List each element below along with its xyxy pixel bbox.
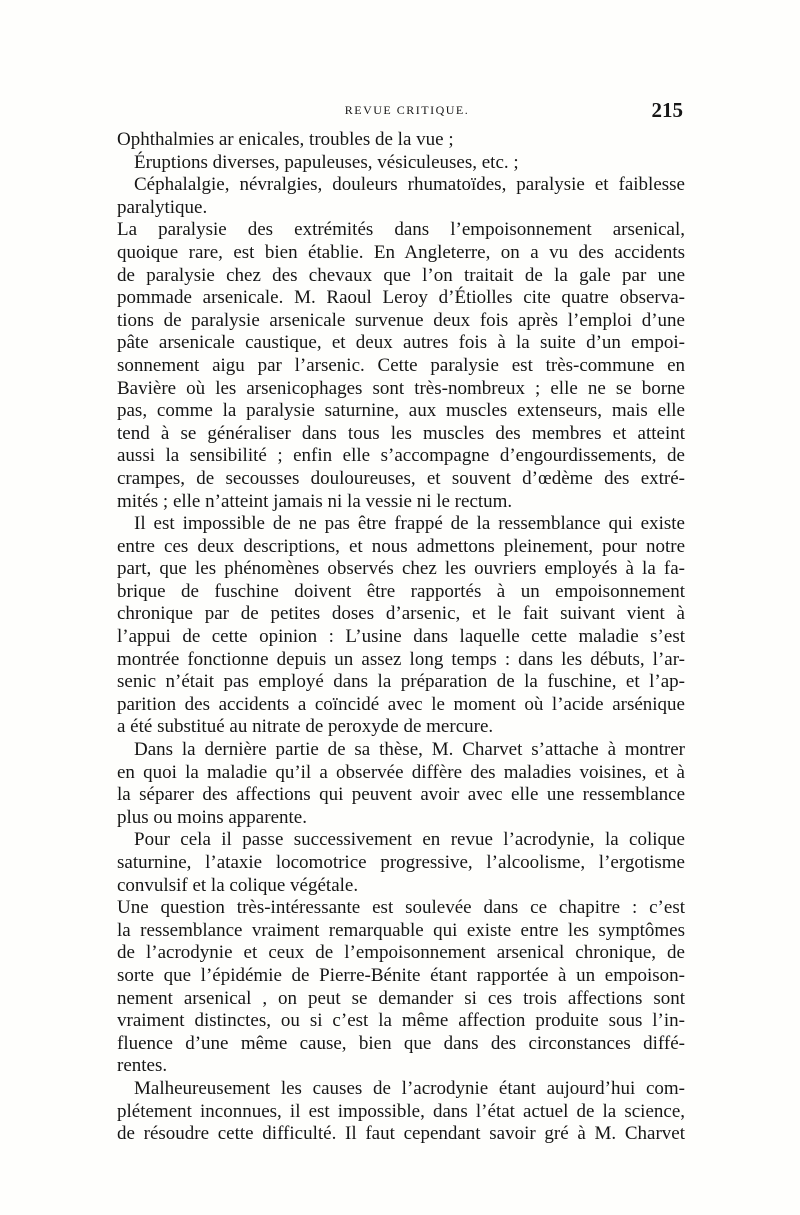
- text-line: Éruptions diverses, papuleuses, vésiculeuses, etc. ;: [134, 151, 519, 173]
- text-line: la ressemblance vraiment remarquable qui existe entre les symptômes: [117, 919, 685, 941]
- page-number: 215: [651, 98, 683, 122]
- text-line: pâte arsenicale caustique, et deux autres fois à la suite d’un empoi-: [117, 332, 685, 354]
- text-line: a été substitué au nitrate de peroxyde de mercure.: [117, 716, 494, 738]
- text-line: Dans la dernière partie de sa thèse, M. Charvet s’attache à montrer: [134, 739, 685, 761]
- text-line: en quoi la maladie qu’il a observée diffère des maladies voisines, et à: [117, 761, 685, 783]
- text-line: paralytique.: [117, 196, 208, 218]
- text-line: senic n’était pas employé dans la préparation de la fuschine, et l’ap-: [117, 671, 685, 693]
- text-line: nement arsenical , on peut se demander si ces trois affections sont: [117, 987, 685, 1009]
- running-title: REVUE CRITIQUE.: [344, 103, 470, 117]
- text-line: fluence d’une même cause, bien que dans des circonstances diffé-: [117, 1032, 685, 1054]
- text-line: Il est impossible de ne pas être frappé de la ressemblance qui existe: [134, 513, 685, 535]
- text-line: aussi la sensibilité ; enfin elle s’accompagne d’engourdissements, de: [117, 445, 685, 467]
- text-line: tend à se généraliser dans tous les muscles des membres et atteint: [117, 422, 685, 444]
- text-line: La paralysie des extrémités dans l’empoisonnement arsenical,: [117, 219, 685, 241]
- text-line: pommade arsenicale. M. Raoul Leroy d’Étiolles cite quatre observa-: [117, 287, 685, 309]
- text-line: chronique par de petites doses d’arsenic, et le fait suivant vient à: [117, 603, 685, 625]
- text-line: de résoudre cette difficulté. Il faut cependant savoir gré à M. Charvet: [117, 1123, 685, 1145]
- body-text: [117, 129, 685, 1146]
- text-line: de l’acrodynie et ceux de l’empoisonnement arsenical chronique, de: [117, 942, 685, 964]
- text-line: quoique rare, est bien établie. En Angleterre, on a vu des accidents: [117, 241, 685, 263]
- text-line: la séparer des affections qui peuvent avoir avec elle une ressemblance: [117, 784, 685, 806]
- text-line: sorte que l’épidémie de Pierre-Bénite étant rapportée à un empoison-: [117, 964, 685, 986]
- running-header: [0, 100, 800, 120]
- text-line: plus ou moins apparente.: [117, 806, 307, 828]
- text-line: crampes, de secousses douloureuses, et souvent d’œdème des extré-: [117, 467, 685, 489]
- text-line: part, que les phénomènes observés chez les ouvriers employés à la fa-: [117, 558, 685, 580]
- text-line: brique de fuschine doivent être rapportés à un empoisonnement: [117, 580, 685, 602]
- text-line: Céphalalgie, névralgies, douleurs rhumatoïdes, paralysie et faiblesse: [134, 174, 685, 196]
- text-line: pas, comme la paralysie saturnine, aux muscles extenseurs, mais elle: [117, 400, 685, 422]
- text-line: l’appui de cette opinion : L’usine dans laquelle cette maladie s’est: [117, 626, 685, 648]
- text-line: rentes.: [117, 1055, 168, 1077]
- text-line: saturnine, l’ataxie locomotrice progressive, l’alcoolisme, l’ergotisme: [117, 852, 685, 873]
- text-line: montrée fonctionne depuis un assez long temps : dans les débuts, l’ar-: [117, 648, 685, 670]
- text-line: plétement inconnues, il est impossible, dans l’état actuel de la science,: [117, 1100, 685, 1122]
- text-line: tions de paralysie arsenicale survenue deux fois après l’emploi d’une: [117, 309, 685, 331]
- text-line: vraiment distinctes, ou si c’est la même affection produite sous l’in-: [117, 1010, 685, 1032]
- text-line: sonnement aigu par l’arsenic. Cette paralysie est très-commune en: [117, 354, 685, 376]
- text-line: parition des accidents a coïncidé avec le moment où l’acide arsénique: [117, 693, 685, 715]
- text-line: Malheureusement les causes de l’acrodynie étant aujourd’hui com-: [134, 1077, 685, 1099]
- text-line: Une question très-intéressante est soulevée dans ce chapitre : c’est: [117, 897, 685, 919]
- text-line: Bavière où les arsenicophages sont très-nombreux ; elle ne se borne: [117, 377, 685, 399]
- text-line: convulsif et la colique végétale.: [117, 874, 359, 896]
- text-line: Ophthalmies ar enicales, troubles de la vue ;: [117, 129, 454, 150]
- text-line: entre ces deux descriptions, et nous admettons pleinement, pour notre: [117, 535, 685, 557]
- text-line: mités ; elle n’atteint jamais ni la vessie ni le rectum.: [117, 490, 513, 512]
- text-line: Pour cela il passe successivement en revue l’acrodynie, la colique: [134, 829, 685, 851]
- text-line: de paralysie chez des chevaux que l’on traitait de la gale par une: [117, 264, 685, 286]
